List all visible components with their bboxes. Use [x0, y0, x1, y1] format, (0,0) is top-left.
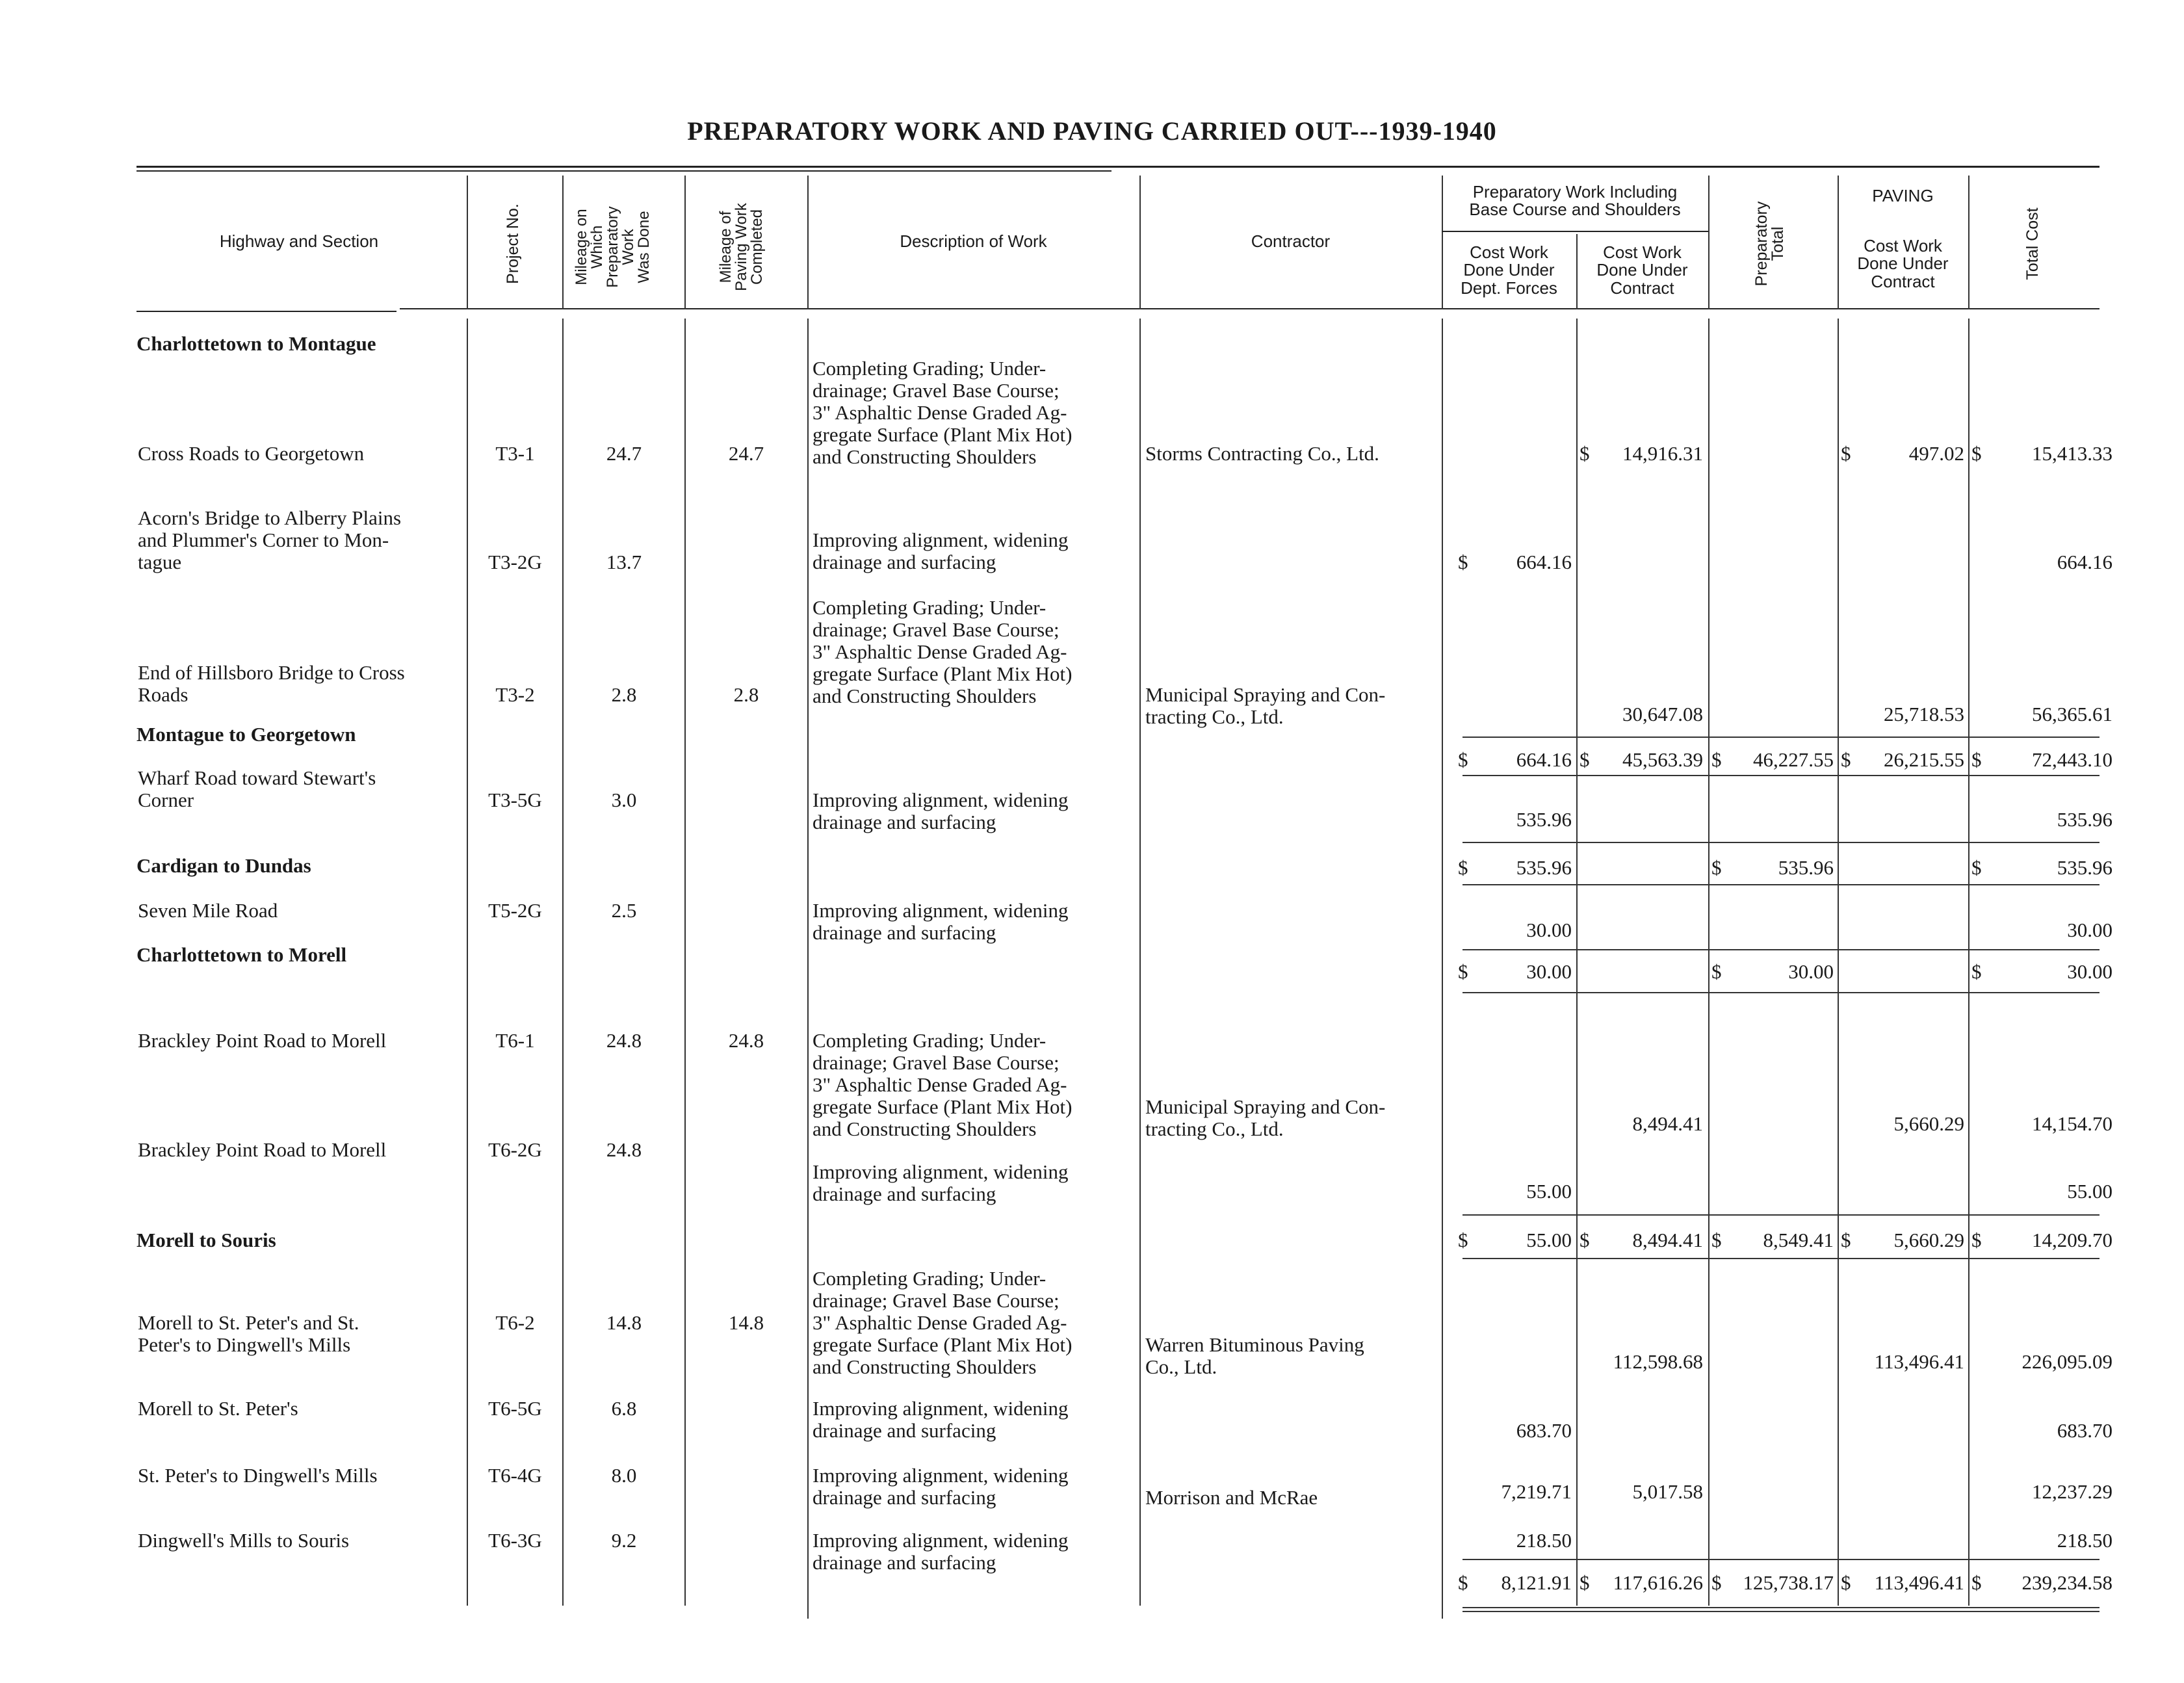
- subtotal-rule: [1462, 1258, 2100, 1259]
- dept-cost: 7,219.71: [1501, 1480, 1572, 1503]
- total-cost: 226,095.09: [2022, 1350, 2112, 1373]
- header-line: Cost Work: [1603, 242, 1682, 262]
- desc-line: Completing Grading; Under-: [812, 1267, 1046, 1290]
- dollar-sign: $: [1580, 1229, 1590, 1251]
- prep-group-rule: [1442, 231, 1708, 232]
- col-line: [1708, 176, 1710, 309]
- total-cost: 218.50: [2057, 1529, 2112, 1552]
- dollar-sign: $: [1458, 1229, 1468, 1251]
- total-cost: 535.96: [2057, 808, 2112, 831]
- desc-line: drainage; Gravel Base Course;: [812, 618, 1060, 641]
- total-cost: 56,365.61: [2032, 703, 2112, 725]
- col-line: [1576, 319, 1578, 1606]
- desc-line: and Constructing Shoulders: [812, 1117, 1037, 1140]
- subtotal-prep: 30.00: [1788, 960, 1834, 983]
- name-line: Roads: [138, 683, 188, 706]
- dollar-sign: $: [1971, 1229, 1982, 1251]
- paving-cost: 25,718.53: [1884, 703, 1964, 725]
- desc-line: 3" Asphaltic Dense Graded Ag-: [812, 401, 1067, 424]
- name-line: End of Hillsboro Bridge to Cross: [138, 661, 405, 684]
- paving-cost: 113,496.41: [1874, 1350, 1964, 1373]
- header-line: Done Under: [1596, 260, 1688, 280]
- header-mileage-prep: [574, 182, 671, 312]
- project-no: T6-5G: [488, 1397, 542, 1420]
- dept-cost: 218.50: [1516, 1529, 1572, 1552]
- header-line: Which: [588, 225, 606, 269]
- mileage-prep: 24.8: [606, 1029, 642, 1052]
- highway-section: [138, 662, 405, 706]
- header-paving-contract: [1838, 237, 1968, 291]
- header-paving: PAVING: [1872, 186, 1934, 205]
- desc-line: Completing Grading; Under-: [812, 596, 1046, 619]
- project-no: T6-2: [495, 1311, 535, 1334]
- desc-line: Improving alignment, widening: [812, 1160, 1069, 1183]
- header-line: Paving Work: [733, 203, 750, 291]
- header-contractor: Contractor: [1251, 231, 1331, 251]
- desc-line: drainage and surfacing: [812, 1419, 996, 1442]
- description: [812, 1465, 1068, 1509]
- desc-line: Completing Grading; Under-: [812, 357, 1046, 380]
- project-no: T6-4G: [488, 1464, 542, 1487]
- contract-cost: 112,598.68: [1613, 1350, 1703, 1373]
- desc-line: drainage; Gravel Base Course;: [812, 1051, 1060, 1074]
- contractor-line: Municipal Spraying and Con-: [1145, 1095, 1386, 1118]
- subtotal-total: 30.00: [2067, 960, 2112, 983]
- top-rule: [136, 166, 2100, 168]
- dollar-sign: $: [1458, 748, 1468, 771]
- dollar-sign: $: [1458, 1571, 1468, 1594]
- desc-line: drainage and surfacing: [812, 811, 996, 833]
- name-line: Acorn's Bridge to Alberry Plains: [138, 506, 402, 529]
- header-description: Description of Work: [900, 231, 1047, 251]
- header-dept-forces: [1442, 244, 1576, 297]
- mileage-paving: 2.8: [733, 683, 759, 706]
- contractor: [1145, 1096, 1385, 1140]
- total-cost: 30.00: [2067, 919, 2112, 941]
- contractor-line: tracting Co., Ltd.: [1145, 705, 1284, 728]
- col-line: [684, 176, 686, 309]
- desc-line: and Constructing Shoulders: [812, 1355, 1037, 1378]
- subtotal-rule: [1462, 1559, 2100, 1560]
- mileage-prep: 24.8: [606, 1138, 642, 1161]
- project-no: T3-2: [495, 683, 535, 706]
- header-line: Preparatory: [1752, 201, 1771, 287]
- mileage-paving: 14.8: [728, 1311, 764, 1334]
- total-cost: 14,154.70: [2032, 1112, 2112, 1135]
- header-mileage-paving: [718, 189, 777, 306]
- desc-line: gregate Surface (Plant Mix Hot): [812, 1333, 1072, 1356]
- grand-total-dept: 8,121.91: [1501, 1571, 1572, 1594]
- contractor-line: Warren Bituminous Paving: [1145, 1333, 1364, 1356]
- dept-cost: 535.96: [1516, 808, 1572, 831]
- subtotal-paving: 5,660.29: [1893, 1229, 1964, 1251]
- header-line: Mileage on: [573, 209, 590, 285]
- dollar-sign: $: [1711, 1571, 1722, 1594]
- desc-line: Improving alignment, widening: [812, 1397, 1069, 1420]
- header-line: Was Done: [635, 211, 653, 283]
- desc-line: drainage and surfacing: [812, 1486, 996, 1509]
- mileage-prep: 9.2: [611, 1529, 637, 1552]
- col-line: [1139, 319, 1141, 1606]
- mileage-prep: 13.7: [606, 551, 642, 573]
- subtotal-rule: [1462, 1214, 2100, 1216]
- highway-section: Seven Mile Road: [138, 899, 278, 922]
- mileage-prep: 8.0: [611, 1464, 637, 1487]
- dollar-sign: $: [1580, 1571, 1590, 1594]
- dept-cost: 55.00: [1526, 1180, 1572, 1203]
- total-cost: 12,237.29: [2032, 1480, 2112, 1503]
- highway-section: [138, 1312, 359, 1356]
- contractor: Storms Contracting Co., Ltd.: [1145, 442, 1379, 465]
- grand-total-paving: 113,496.41: [1874, 1571, 1964, 1594]
- mileage-prep: 14.8: [606, 1311, 642, 1334]
- dollar-sign: $: [1458, 856, 1468, 879]
- header-total-cost: Total Cost: [2023, 207, 2042, 280]
- header-line: Contract: [1871, 271, 1935, 291]
- subtotal-prep: 535.96: [1778, 856, 1834, 879]
- subtotal-total: 14,209.70: [2032, 1229, 2112, 1251]
- col-line: [562, 176, 564, 309]
- header-line: Dept. Forces: [1461, 278, 1557, 298]
- paving-cost: 5,660.29: [1893, 1112, 1964, 1135]
- contractor-line: Co., Ltd.: [1145, 1355, 1217, 1378]
- highway-section: Dingwell's Mills to Souris: [138, 1529, 350, 1552]
- paving-cost: 497.02: [1908, 442, 1964, 465]
- description: [812, 1030, 1072, 1140]
- description: [812, 1161, 1068, 1205]
- header-line: Done Under: [1463, 260, 1555, 280]
- desc-line: 3" Asphaltic Dense Graded Ag-: [812, 640, 1067, 663]
- contract-cost: 8,494.41: [1632, 1112, 1703, 1135]
- desc-line: gregate Surface (Plant Mix Hot): [812, 423, 1072, 446]
- subtotal-rule: [1462, 949, 2100, 950]
- header-line: Preparatory: [604, 206, 621, 288]
- project-no: T3-2G: [488, 551, 542, 573]
- grand-total-contract: 117,616.26: [1613, 1571, 1703, 1594]
- description: [812, 597, 1072, 707]
- contract-cost: 14,916.31: [1622, 442, 1703, 465]
- subtotal-dept: 664.16: [1516, 748, 1572, 771]
- section-heading: Charlottetown to Montague: [136, 332, 376, 355]
- project-no: T6-3G: [488, 1529, 542, 1552]
- name-line: Corner: [138, 789, 194, 811]
- name-line: and Plummer's Corner to Mon-: [138, 528, 389, 551]
- dollar-sign: $: [1841, 442, 1851, 465]
- project-no: T3-1: [495, 442, 535, 465]
- dollar-sign: $: [1580, 748, 1590, 771]
- desc-line: Improving alignment, widening: [812, 528, 1069, 551]
- section-heading: Morell to Souris: [136, 1229, 276, 1251]
- subtotal-paving: 26,215.55: [1884, 748, 1964, 771]
- subtotal-dept: 55.00: [1526, 1229, 1572, 1251]
- dollar-sign: $: [1971, 1571, 1982, 1594]
- description: [812, 529, 1068, 573]
- contractor-line: Municipal Spraying and Con-: [1145, 683, 1386, 706]
- subtotal-dept: 535.96: [1516, 856, 1572, 879]
- mileage-prep: 2.5: [611, 899, 637, 922]
- desc-line: drainage; Gravel Base Course;: [812, 1289, 1060, 1312]
- desc-line: gregate Surface (Plant Mix Hot): [812, 1095, 1072, 1118]
- subtotal-rule: [1462, 884, 2100, 885]
- description: [812, 1268, 1072, 1378]
- col-line: [1968, 176, 1970, 309]
- project-no: T5-2G: [488, 899, 542, 922]
- contractor: [1145, 1334, 1364, 1378]
- desc-line: Improving alignment, widening: [812, 899, 1069, 922]
- highway-section: [138, 767, 376, 811]
- col-line: [807, 319, 809, 1619]
- description: [812, 789, 1068, 833]
- desc-line: gregate Surface (Plant Mix Hot): [812, 662, 1072, 685]
- top-rule-2: [136, 170, 1112, 172]
- grand-total-rule: [1462, 1611, 2100, 1612]
- dollar-sign: $: [1971, 960, 1982, 983]
- desc-line: 3" Asphaltic Dense Graded Ag-: [812, 1311, 1067, 1334]
- dept-cost: 664.16: [1516, 551, 1572, 573]
- description: [812, 1530, 1068, 1574]
- subtotal-prep: 8,549.41: [1763, 1229, 1834, 1251]
- header-line: Work: [619, 229, 637, 265]
- header-line: Preparatory Work Including: [1472, 182, 1678, 202]
- desc-line: drainage and surfacing: [812, 551, 996, 573]
- contract-cost: 30,647.08: [1622, 703, 1703, 725]
- col-line: [1838, 319, 1839, 1606]
- dollar-sign: $: [1711, 856, 1722, 879]
- section-heading: Montague to Georgetown: [136, 723, 356, 746]
- project-no: T6-1: [495, 1029, 535, 1052]
- dollar-sign: $: [1841, 1229, 1851, 1251]
- subtotal-rule: [1462, 775, 2100, 776]
- col-line: [684, 319, 686, 1606]
- desc-line: drainage and surfacing: [812, 1182, 996, 1205]
- header-highway: Highway and Section: [219, 231, 379, 251]
- dollar-sign: $: [1841, 1571, 1851, 1594]
- highway-section: Cross Roads to Georgetown: [138, 442, 365, 465]
- header-line: Cost Work: [1470, 242, 1548, 262]
- header-line: Total: [1769, 226, 1787, 261]
- header-line: Mileage of: [717, 211, 734, 283]
- total-cost: 664.16: [2057, 551, 2112, 573]
- highway-section: St. Peter's to Dingwell's Mills: [138, 1464, 378, 1487]
- desc-line: Improving alignment, widening: [812, 789, 1069, 811]
- mileage-paving: 24.7: [728, 442, 764, 465]
- desc-line: drainage and surfacing: [812, 1551, 996, 1574]
- header-line: Done Under: [1857, 254, 1949, 274]
- subtotal-contract: 8,494.41: [1632, 1229, 1703, 1251]
- total-cost: 15,413.33: [2032, 442, 2112, 465]
- grand-total-total: 239,234.58: [2022, 1571, 2112, 1594]
- subtotal-dept: 30.00: [1526, 960, 1572, 983]
- section-heading: Cardigan to Dundas: [136, 854, 311, 877]
- desc-line: 3" Asphaltic Dense Graded Ag-: [812, 1073, 1067, 1096]
- highway-section: Brackley Point Road to Morell: [138, 1138, 387, 1161]
- description: [812, 358, 1072, 468]
- page-title: PREPARATORY WORK AND PAVING CARRIED OUT---1939-1940: [687, 116, 1497, 146]
- dollar-sign: $: [1458, 960, 1468, 983]
- dollar-sign: $: [1458, 551, 1468, 573]
- header-bottom-rule-left: [136, 311, 396, 312]
- contract-cost: 5,017.58: [1632, 1480, 1703, 1503]
- subtotal-rule: [1462, 842, 2100, 843]
- subtotal-rule: [1462, 992, 2100, 993]
- col-line: [467, 176, 468, 309]
- project-no: T3-5G: [488, 789, 542, 811]
- name-line: Morell to St. Peter's and St.: [138, 1311, 359, 1334]
- name-line: tague: [138, 551, 182, 573]
- subtotal-prep: 46,227.55: [1753, 748, 1834, 771]
- header-line: Cost Work: [1864, 236, 1942, 255]
- header-prep-group: [1442, 183, 1708, 219]
- dollar-sign: $: [1971, 856, 1982, 879]
- desc-line: Improving alignment, widening: [812, 1529, 1069, 1552]
- mileage-paving: 24.8: [728, 1029, 764, 1052]
- desc-line: Completing Grading; Under-: [812, 1029, 1046, 1052]
- contractor: Morrison and McRae: [1145, 1486, 1318, 1509]
- grand-total-rule: [1462, 1607, 2100, 1608]
- header-line: Contract: [1610, 278, 1674, 298]
- dept-cost: 30.00: [1526, 919, 1572, 941]
- dept-cost: 683.70: [1516, 1419, 1572, 1442]
- total-cost: 55.00: [2067, 1180, 2112, 1203]
- highway-section: [138, 507, 401, 573]
- desc-line: and Constructing Shoulders: [812, 445, 1037, 468]
- header-line: Completed: [748, 209, 766, 285]
- highway-section: Morell to St. Peter's: [138, 1397, 298, 1420]
- dollar-sign: $: [1971, 748, 1982, 771]
- contractor: [1145, 684, 1385, 728]
- dollar-sign: $: [1711, 960, 1722, 983]
- section-heading: Charlottetown to Morell: [136, 943, 347, 966]
- header-project: Project No.: [504, 203, 522, 284]
- dollar-sign: $: [1971, 442, 1982, 465]
- dollar-sign: $: [1841, 748, 1851, 771]
- header-prep-total: [1754, 179, 1793, 309]
- dollar-sign: $: [1580, 442, 1590, 465]
- name-line: Wharf Road toward Stewart's: [138, 766, 376, 789]
- header-line: Base Course and Shoulders: [1469, 200, 1681, 220]
- mileage-prep: 3.0: [611, 789, 637, 811]
- name-line: Peter's to Dingwell's Mills: [138, 1333, 351, 1356]
- header-contract: [1576, 244, 1708, 297]
- description: [812, 900, 1068, 944]
- dollar-sign: $: [1711, 748, 1722, 771]
- dollar-sign: $: [1711, 1229, 1722, 1251]
- mileage-prep: 2.8: [611, 683, 637, 706]
- desc-line: drainage and surfacing: [812, 921, 996, 944]
- contractor-line: tracting Co., Ltd.: [1145, 1117, 1284, 1140]
- desc-line: drainage; Gravel Base Course;: [812, 379, 1060, 402]
- subtotal-contract: 45,563.39: [1622, 748, 1703, 771]
- project-no: T6-2G: [488, 1138, 542, 1161]
- subtotal-rule: [1462, 737, 2100, 738]
- description: [812, 1398, 1068, 1442]
- grand-total-prep: 125,738.17: [1743, 1571, 1834, 1594]
- total-cost: 683.70: [2057, 1419, 2112, 1442]
- desc-line: Improving alignment, widening: [812, 1464, 1069, 1487]
- mileage-prep: 6.8: [611, 1397, 637, 1420]
- subtotal-total: 72,443.10: [2032, 748, 2112, 771]
- mileage-prep: 24.7: [606, 442, 642, 465]
- desc-line: and Constructing Shoulders: [812, 685, 1037, 707]
- subtotal-total: 535.96: [2057, 856, 2112, 879]
- highway-section: Brackley Point Road to Morell: [138, 1029, 387, 1052]
